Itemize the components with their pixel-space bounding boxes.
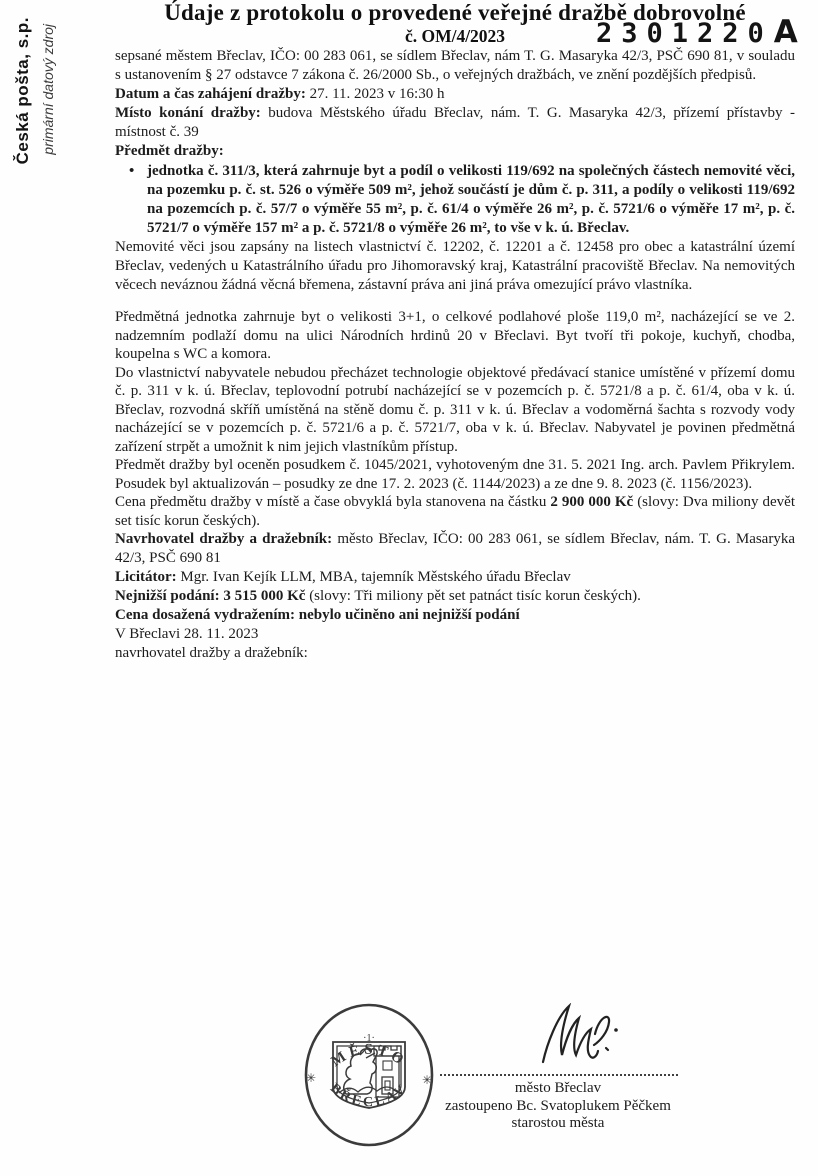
field-proposer xyxy=(115,530,795,568)
paragraph-apartment: Předmětná jednotka zahrnuje byt o velikosti 3+1, o celkové podlahové ploše 119,0 m², nacházející se ve 2. nadzemním podlaží domu na ulici Národních hrdinů 20 v Břeclavi. Byt tvoří tři pokoje, kuchyň, chodba, koupelna s WC a komora. xyxy=(115,309,795,362)
field-achieved-price-label: Cena dosažená vydražením: xyxy=(115,607,295,623)
signatory-title: starostou města xyxy=(511,1115,605,1131)
margin-text-datovy-zdroj: primární datový zdroj xyxy=(40,24,56,155)
paragraph-technologies: Do vlastnictví nabyvatele nebudou přecházet technologie objektové předávací stanice umístěné v přízemí domu č. p. 311 v k. ú. Břeclav, teplovodní potrubí nacházející se v pozemcích p. č. 5721/8 a p. č. 61/4, oba v k. ú. Břeclav, rozvodná skříň umístěná na stěně domu č. p. 311 v k. ú. Břeclav a vodoměrná šachta s rozvody vody nacházející se v pozemcích p. č. 5721/6 a p. č. 5721/7, oba v k. ú. Břeclav. Nabyvatel je povinen předmětná zařízení strpět a umožnit k nim jejich vlastníkům přístup. xyxy=(115,364,795,455)
document-body xyxy=(115,0,795,663)
stamp-star-right-icon: ✳ xyxy=(421,1073,433,1087)
auction-subject-item xyxy=(115,162,795,238)
field-achieved-price-value: nebylo učiněno ani nejnižší podání xyxy=(298,607,520,623)
signature-dotted-line xyxy=(440,1056,678,1076)
auction-subject-heading: Předmět dražby: xyxy=(115,143,224,159)
page-title: Údaje z protokolu o provedené veřejné dražbě dobrovolné xyxy=(164,0,746,25)
document-number-subtitle: č. OM/4/2023 xyxy=(404,26,506,46)
place-and-date: V Břeclavi 28. 11. 2023 xyxy=(115,626,259,642)
paragraph-price-pre: Cena předmětu dražby v místě a čase obvyklá byla stanovena na částku xyxy=(115,494,551,510)
field-auction-place-value: budova Městského úřadu Břeclav, nám. T. G. Masaryka 42/3, přízemí přístavby - místnost č. 39 xyxy=(115,105,795,140)
field-achieved-price xyxy=(115,606,795,625)
signatory-representative: zastoupeno Bc. Svatoplukem Pěčkem xyxy=(445,1097,671,1114)
stamp-text-top: MĚSTO xyxy=(328,1041,410,1071)
field-auctioneer xyxy=(115,568,795,587)
bullet-icon: • xyxy=(129,163,135,179)
paragraph-appraisal: Předmět dražby byl oceněn posudkem č. 1045/2021, vyhotoveným dne 31. 5. 2021 Ing. arch. Pavlem Přikrylem. Posudek byl aktualizován – posudky ze dne 17. 2. 2023 (č. 1144/2023) a ze dne 9. 8. 2023 (č. 1156/2023). xyxy=(115,457,795,492)
reference-digits: 2301220 xyxy=(596,18,773,49)
stamp-text-bottom: BŘECLAV xyxy=(327,1080,411,1111)
paragraph-block-details xyxy=(115,308,795,530)
field-auctioneer-value: Mgr. Ivan Kejík LLM, MBA, tajemník Městského úřadu Břeclav xyxy=(180,569,571,585)
stamp-star-left-icon: ✳ xyxy=(305,1071,317,1085)
field-auction-place xyxy=(115,104,795,142)
field-auctioneer-label: Licitátor: xyxy=(115,569,177,585)
field-auction-place-label: Místo konání dražby: xyxy=(115,105,261,121)
paragraph-land-registry: Nemovité věci jsou zapsány na listech vlastnictví č. 12202, č. 12201 a č. 12458 pro obec a katastrální území Břeclav, vedených u Katastrálního úřadu pro Jihomoravský kraj, Katastrální pracoviště Břeclav. Na nemovitých věcech neváznou žádná věcná břemena, zástavní práva ani jiná práva omezující právo vlastníka. xyxy=(115,239,795,293)
auction-subject-text: jednotka č. 311/3, která zahrnuje byt a podíl o velikosti 119/692 na společných částech nemovité věci, na pozemku p. č. st. 526 o výměře 509 m², jehož součástí je dům č. p. 311, a podíly o velikosti 119/692 na pozemcích p. č. 57/7 o výměře 55 m², p. č. 61/4 o výměře 26 m², p. č. 5721/6 o výměře 17 m², p. č. 5721/7 o výměře 157 m² a p. č. 5721/8 o výměře 26 m², to vše v k. ú. Břeclav. xyxy=(147,163,795,236)
field-minimum-bid-label: Nejnižší podání: 3 515 000 Kč xyxy=(115,588,306,604)
paragraph-price xyxy=(115,493,795,530)
signatory-city: město Břeclav xyxy=(514,1080,602,1096)
field-auction-start xyxy=(115,85,795,104)
svg-text:BŘECLAV xyxy=(327,1081,411,1110)
signatory-block xyxy=(408,1080,708,1133)
paragraph-price-amount: 2 900 000 Kč xyxy=(550,494,634,510)
reference-suffix: A xyxy=(773,14,798,50)
field-auction-start-label: Datum a čas zahájení dražby: xyxy=(115,86,306,102)
field-proposer-label: Navrhovatel dražby a dražebník: xyxy=(115,531,333,547)
field-auction-start-value: 27. 11. 2023 v 16:30 h xyxy=(309,86,445,102)
paragraph-price-post: (slovy: Dva miliony devět set tisíc korun českých). xyxy=(115,494,795,529)
field-proposer-value: město Břeclav, IČO: 00 283 061, se sídlem Břeclav, nám. T. G. Masaryka 42/3, PSČ 690 81 xyxy=(115,531,795,566)
intro-paragraph: sepsané městem Břeclav, IČO: 00 283 061, se sídlem Břeclav, nám T. G. Masaryka 42/3, PSČ 690 81, v souladu s ustanovením § 27 odstavce 7 zákona č. 26/2000 Sb., o veřejných dražbách, ve znění pozdějších předpisů. xyxy=(115,48,795,83)
field-minimum-bid-value: (slovy: Tři miliony pět set patnáct tisíc korun českých). xyxy=(309,588,641,604)
stamp-center-mark: ·1· xyxy=(363,1033,375,1044)
field-minimum-bid xyxy=(115,587,795,606)
closing-label: navrhovatel dražby a dražebník: xyxy=(115,645,308,661)
margin-text-ceska-posta: Česká pošta, s.p. xyxy=(13,17,32,165)
